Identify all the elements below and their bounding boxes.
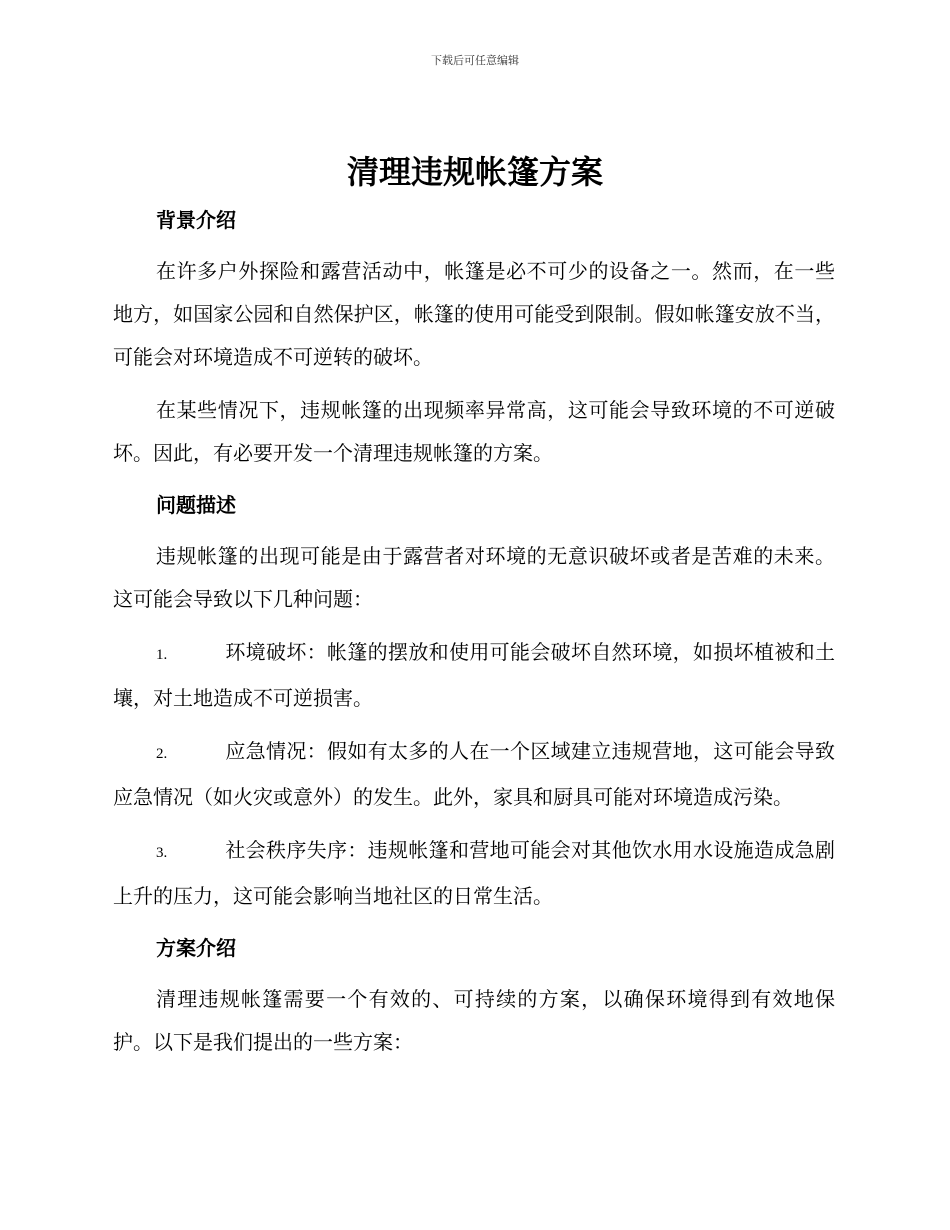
list-item-text: 应急情况：假如有太多的人在一个区域建立违规营地，这可能会导致应急情况（如火灾或意外）的发生。此外，家具和厨具可能对环境造成污染。: [113, 739, 835, 809]
list-item-text: 环境破坏：帐篷的摆放和使用可能会破坏自然环境，如损坏植被和土壤，对土地造成不可逆损害。: [113, 640, 835, 710]
document-title: 清理违规帐篷方案: [346, 153, 603, 191]
list-number: 1.: [156, 647, 168, 663]
paragraph: 清理违规帐篷需要一个有效的、可持续的方案，以确保环境得到有效地保护。以下是我们提出的一些方案：: [113, 987, 835, 1054]
section-heading-problem: 问题描述: [156, 493, 236, 517]
section-heading-background: 背景介绍: [156, 208, 236, 232]
list-item-text: 社会秩序失序：违规帐篷和营地可能会对其他饮水用水设施造成急剧上升的压力，这可能会影响当地社区的日常生活。: [113, 838, 835, 908]
list-number: 2.: [156, 746, 168, 762]
list-item: [113, 730, 835, 819]
paragraph: 在某些情况下，违规帐篷的出现频率异常高，这可能会导致环境的不可逆破坏。因此，有必要开发一个清理违规帐篷的方案。: [113, 398, 835, 465]
list-number: 3.: [156, 845, 168, 861]
page-header-note: 下载后可任意编辑: [431, 54, 519, 67]
section-heading-plan: 方案介绍: [156, 936, 236, 960]
paragraph: 在许多户外探险和露营活动中，帐篷是必不可少的设备之一。然而，在一些地方，如国家公园和自然保护区，帐篷的使用可能受到限制。假如帐篷安放不当，可能会对环境造成不可逆转的破坏。: [113, 259, 835, 369]
document-body: [113, 200, 835, 1064]
paragraph: 违规帐篷的出现可能是由于露营者对环境的无意识破坏或者是苦难的未来。这可能会导致以下几种问题：: [113, 544, 835, 611]
list-item: [113, 631, 835, 720]
list-item: [113, 829, 835, 918]
